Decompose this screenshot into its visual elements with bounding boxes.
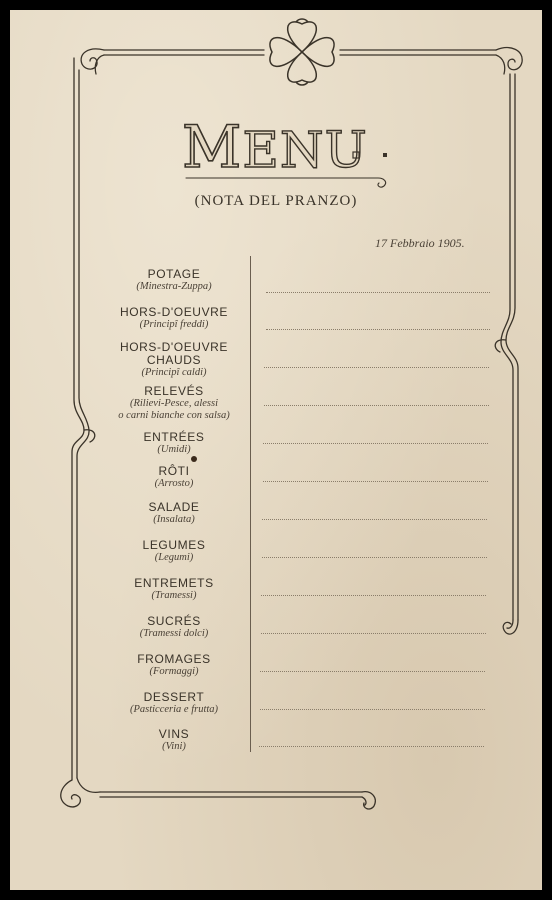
course-name: RELEVÉS — [144, 384, 204, 398]
course-entremets — [96, 577, 252, 602]
menu-title: MENU — [182, 113, 368, 181]
course-name: LEGUMES — [142, 538, 206, 552]
course-translation: (Minestra-Zuppa) — [136, 281, 212, 292]
fill-line — [260, 709, 485, 710]
fill-line — [264, 367, 489, 368]
fill-line — [262, 519, 487, 520]
menu-subtitle: (NOTA DEL PRANZO) — [194, 193, 358, 209]
course-translation: (Insalata) — [153, 514, 195, 525]
course-name: SALADE — [148, 500, 200, 514]
fill-line — [263, 481, 488, 482]
course-name: RÔTI — [158, 464, 190, 478]
course-name: ENTRÉES — [143, 430, 205, 444]
course-legumes — [96, 539, 252, 564]
course-translation: (Vini) — [162, 741, 186, 752]
course-translation: (Formaggi) — [149, 666, 199, 677]
fill-line — [266, 292, 490, 293]
course-name: FROMAGES — [137, 652, 211, 666]
course-vins — [96, 728, 252, 753]
course-name: VINS — [158, 727, 190, 741]
course-dessert — [96, 691, 252, 716]
course-salade — [96, 501, 252, 526]
course-sucres — [96, 615, 252, 640]
course-translation: (Umidi) — [157, 444, 191, 455]
fill-line — [266, 329, 490, 330]
course-translation: (Tramessi) — [151, 590, 197, 601]
course-name-line1: HORS-D'OEUVRE — [119, 340, 229, 354]
fill-line — [261, 633, 486, 634]
ink-spot — [191, 456, 197, 462]
fill-line — [262, 557, 487, 558]
course-translation: (Arrosto) — [154, 478, 194, 489]
course-translation-line2: o carni bianche con salsa) — [118, 410, 230, 421]
fill-line — [263, 443, 488, 444]
course-potage — [96, 268, 252, 293]
course-name: POTAGE — [147, 267, 201, 281]
course-translation: (Principî caldi) — [141, 367, 207, 378]
course-fromages — [96, 653, 252, 678]
course-hors-doeuvre — [96, 306, 252, 331]
course-hors-doeuvre-chauds — [96, 341, 252, 379]
fill-line — [261, 595, 486, 596]
title-dots-ornament — [352, 150, 392, 160]
fill-line — [264, 405, 489, 406]
course-translation-line1: (Rilievi-Pesce, alessi — [129, 398, 219, 409]
course-name: SUCRÉS — [147, 614, 201, 628]
celtic-knot-ornament-icon — [270, 19, 334, 85]
fill-line — [259, 746, 484, 747]
fill-line — [260, 671, 485, 672]
course-translation: (Pasticceria e frutta) — [129, 704, 219, 715]
course-translation: (Principî freddi) — [139, 319, 209, 330]
course-releves — [96, 385, 252, 422]
menu-date: 17 Febbraio 1905. — [375, 236, 465, 250]
course-name-line2: CHAUDS — [146, 353, 202, 367]
menu-card — [10, 10, 542, 890]
course-translation: (Legumi) — [154, 552, 194, 563]
course-name: HORS-D'OEUVRE — [119, 305, 229, 319]
course-entrees — [96, 431, 252, 456]
course-name: DESSERT — [143, 690, 205, 704]
course-roti — [96, 465, 252, 490]
course-name: ENTREMETS — [134, 576, 214, 590]
course-translation: (Tramessi dolci) — [139, 628, 209, 639]
